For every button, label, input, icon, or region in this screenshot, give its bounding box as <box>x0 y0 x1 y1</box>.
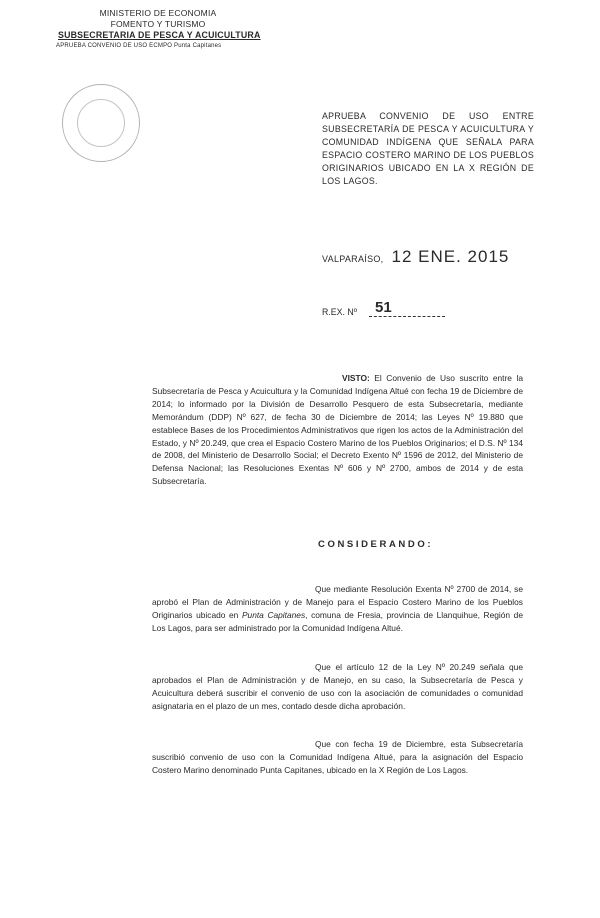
considerando-heading: CONSIDERANDO: <box>318 539 434 550</box>
considerando-paragraph-3: Que con fecha 19 de Diciembre, esta Subsecretaría suscribió convenio de uso con la Comunidad Indígena Altué, para la asignación del Espacio Costero Marino denominado Punta Capitanes, ubicado en la X Región de Los Lagos. <box>152 739 523 775</box>
date-value: 12 ENE. 2015 <box>391 247 510 266</box>
resolution-number-row <box>322 300 445 317</box>
official-stamp-inner-ring <box>77 99 125 147</box>
subsecretaria-name: SUBSECRETARIA DE PESCA Y ACUICULTURA <box>58 30 261 40</box>
considerando-paragraph-2: Que el artículo 12 de la Ley Nº 20.249 señala que aprobados el Plan de Administración y de Manejo, en su caso, la Subsecretaría de Pesca y Acuicultura deberá suscribir el convenio de uso con la asociación de comunidades o comunidad asignataria en el plazo de un mes, contado desde dicha aprobación. <box>152 662 523 711</box>
letterhead <box>56 8 261 52</box>
visto-label: VISTO: <box>342 373 370 383</box>
ministry-subname: FOMENTO Y TURISMO <box>110 19 206 29</box>
official-stamp <box>62 84 140 162</box>
resolution-number-label: R.EX. Nº <box>322 307 357 317</box>
document-reference: APRUEBA CONVENIO DE USO ECMPO Punta Capitanes <box>56 43 222 49</box>
considerando-1-text-b: , comuna de Fresia, provincia de Llanquihue, Región de Los Lagos, para ser administrado por la Comunidad Indígena Altué. <box>152 609 523 633</box>
resolution-number: 51 <box>369 300 445 317</box>
date-row <box>322 247 509 267</box>
considerando-1-place: Punta Capitanes <box>241 609 306 620</box>
ministry-name: MINISTERIO DE ECONOMIA <box>99 8 217 18</box>
visto-paragraph <box>152 372 523 488</box>
considerando-paragraph-1 <box>152 583 523 635</box>
resolution-subject: APRUEBA CONVENIO DE USO ENTRE SUBSECRETARÍA DE PESCA Y ACUICULTURA Y COMUNIDAD INDÍGENA QUE SEÑALA PARA ESPACIO COSTERO MARINO DE LOS PUEBLOS ORIGINARIOS UBICADO EN LA X REGIÓN DE LOS LAGOS. <box>322 111 534 186</box>
considerando-1-text-a: Que mediante Resolución Exenta Nº 2700 de 2014, se aprobó el Plan de Administración y de Manejo para el Espacio Costero Marino de los Pueblos Originarios ubicado en <box>152 584 523 620</box>
visto-text: El Convenio de Uso suscrito entre la Subsecretaría de Pesca y Acuicultura y la Comunidad Indígena Altué con fecha 19 de Diciembre de 2014; lo informado por la División de Desarrollo Pesquero de esta Subsecretaría, mediante Memorándum (DDP) Nº 627, de fecha 30 de Diciembre de 2014; las Leyes Nº 19.880 que establece Bases de los Procedimientos Administrativos que rigen los actos de la Administración del Estado, y Nº 20.249, que crea el Espacio Costero Marino de los Pueblos Originarios; el D.S. Nº 134 de 2008, del Ministerio de Desarrollo Social; el Decreto Exento Nº 1596 de 2012, del Ministerio de Defensa Nacional; las Resoluciones Exentas Nº 606 y Nº 2700, ambos de 2014 y de esta Subsecretaría. <box>152 373 523 487</box>
date-label: VALPARAÍSO, <box>322 254 384 264</box>
